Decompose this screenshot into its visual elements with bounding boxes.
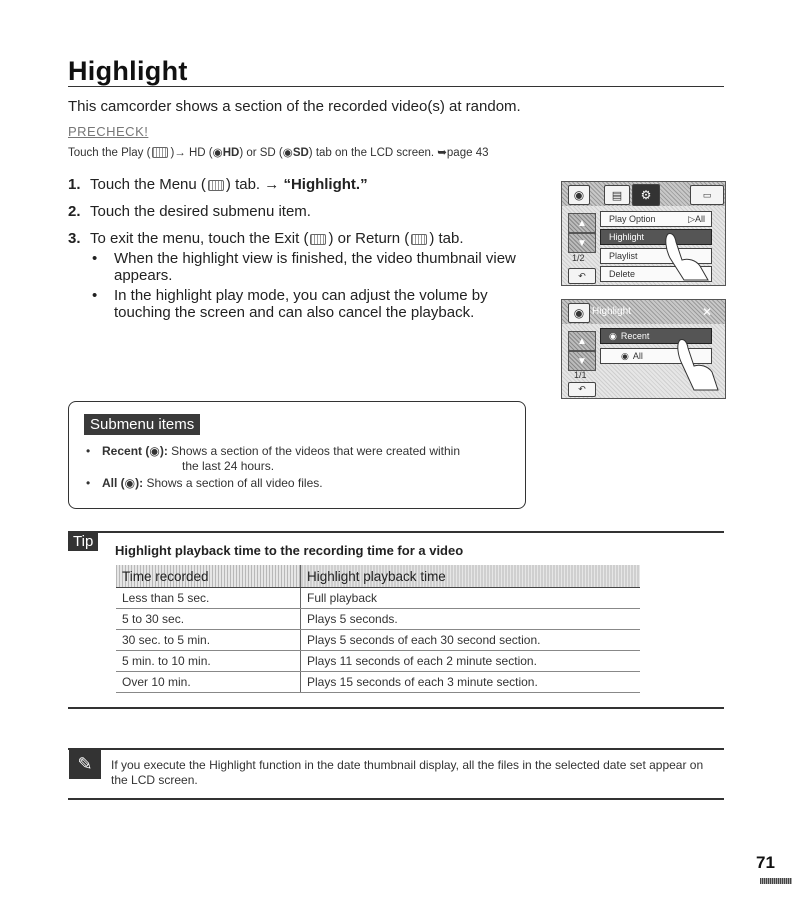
submenu-item-desc: Shows a section of all video files.	[146, 476, 323, 490]
note-pencil-icon: ✎	[69, 749, 101, 779]
note-divider-top	[68, 748, 724, 750]
precheck-heading: PRECHECK!	[68, 124, 149, 139]
scroll-down-icon[interactable]: ▼	[568, 233, 596, 253]
screen-title: Highlight	[592, 306, 631, 317]
submenu-item-label: All	[632, 351, 643, 361]
precheck-text-b: )→ HD (	[170, 147, 213, 159]
bullet-text: When the highlight view is finished, the video thumbnail view appears.	[114, 250, 516, 284]
precheck-text-d: ) tab on the LCD screen. ➥page 43	[308, 147, 489, 159]
finger-pointer-icon	[674, 336, 720, 392]
page-title: Highlight	[68, 56, 188, 86]
table-cell: Full playback	[301, 588, 641, 609]
step-1	[68, 176, 538, 194]
step-3-text-mid: ) or Return (	[328, 230, 410, 247]
return-tab-icon	[411, 234, 427, 245]
all-icon: ◉	[124, 476, 136, 490]
menu-item-label: Delete	[609, 269, 636, 279]
step-number: 2.	[68, 203, 81, 220]
menu-item-label: Playlist	[609, 251, 638, 261]
page-number-bar	[760, 878, 792, 884]
scroll-up-icon[interactable]: ▲	[568, 331, 596, 351]
submenu-title: Submenu items	[84, 414, 200, 435]
tip-end-divider	[68, 707, 724, 709]
finger-pointer-icon	[662, 230, 712, 282]
scroll-up-icon[interactable]: ▲	[568, 213, 596, 233]
note-text: If you execute the Highlight function in the date thumbnail display, all the files in the selected date set appear on the LCD screen.	[111, 758, 704, 787]
precheck-text-a: Touch the Play (	[68, 147, 151, 159]
step-1-text: Touch the Menu (	[90, 176, 206, 193]
playback-time-table	[116, 565, 640, 693]
page-indicator: 1/2	[572, 253, 585, 263]
table-cell: Plays 5 seconds of each 30 second section.	[301, 630, 641, 651]
column-header: Highlight playback time	[301, 565, 641, 588]
menu-item-play-option[interactable]	[600, 211, 712, 227]
step-3-text: To exit the menu, touch the Exit (	[90, 230, 309, 247]
table-cell: Plays 15 seconds of each 3 minute section.	[301, 672, 641, 693]
tip-badge: Tip	[68, 532, 98, 551]
table-cell: Over 10 min.	[116, 672, 301, 693]
submenu-item-desc: the last 24 hours.	[182, 459, 275, 473]
play-tab-icon	[152, 147, 168, 158]
step-1-target: “Highlight.”	[283, 176, 368, 193]
settings-tab-icon[interactable]: ⚙	[632, 184, 660, 206]
step-2-text: Touch the desired submenu item.	[90, 203, 311, 220]
title-divider	[68, 86, 724, 87]
step-1-text-post: ) tab. →	[225, 176, 284, 193]
step-number: 1.	[68, 176, 81, 193]
table-header-row	[116, 565, 640, 588]
page-indicator: 1/1	[574, 370, 587, 380]
table-cell: Less than 5 sec.	[116, 588, 301, 609]
exit-tab-icon	[310, 234, 326, 245]
recent-icon: ◉	[149, 444, 160, 458]
close-icon[interactable]: ✕	[702, 305, 713, 319]
tip-heading: Highlight playback time to the recording time for a video	[115, 543, 464, 558]
table-cell: 5 to 30 sec.	[116, 609, 301, 630]
note-divider-bottom	[68, 798, 724, 800]
menu-tab-icon[interactable]: ▤	[604, 185, 630, 205]
lcd-screen-highlight	[561, 299, 726, 399]
table-cell: Plays 11 seconds of each 2 minute section.	[301, 651, 641, 672]
submenu-item-label: Recent	[620, 331, 650, 341]
step-3	[68, 230, 538, 248]
page-number: 71	[756, 853, 775, 872]
column-header: Time recorded	[116, 565, 301, 588]
step-3-text-end: ) tab.	[429, 230, 464, 247]
table-cell: 30 sec. to 5 min.	[116, 630, 301, 651]
table-cell: 5 min. to 10 min.	[116, 651, 301, 672]
submenu-item-cont	[86, 459, 516, 474]
video-mode-icon: ◉	[568, 303, 590, 323]
submenu-item-all[interactable]: ◉ All	[600, 348, 712, 364]
lcd-screen-menu	[561, 181, 726, 286]
submenu-item-desc: Shows a section of the videos that were created within	[171, 444, 460, 458]
precheck-text-c: ) or SD (	[239, 147, 283, 159]
submenu-item-name-end: ):	[135, 476, 144, 490]
table-row	[116, 630, 640, 651]
submenu-item: • All (◉): Shows a section of all video files.	[86, 476, 323, 490]
submenu-item: • Recent (◉): Shows a section of the videos that were created within	[86, 444, 460, 458]
play-option-value: ▷All	[688, 213, 705, 224]
menu-tab-icon	[208, 180, 224, 191]
bullet-text: In the highlight play mode, you can adjust the volume by touching the screen and can also cancel the playback.	[114, 287, 488, 321]
tip-divider	[68, 531, 724, 533]
return-icon[interactable]: ↶	[568, 268, 596, 284]
sd-tag: SD	[292, 147, 309, 159]
table-row	[116, 672, 640, 693]
bullet-item: • When the highlight view is finished, the video thumbnail view appears.	[92, 250, 516, 284]
step-2	[68, 203, 538, 221]
return-icon[interactable]: ↶	[568, 382, 596, 397]
submenu-item-recent[interactable]: ◉ Recent	[600, 328, 712, 344]
submenu-item-name: All (	[102, 476, 125, 490]
hd-tag: HD	[222, 147, 240, 159]
table-cell: Plays 5 seconds.	[301, 609, 641, 630]
table-row	[116, 588, 640, 609]
menu-item-label: Play Option	[609, 214, 656, 224]
submenu-item-name: Recent (	[102, 444, 150, 458]
intro-text: This camcorder shows a section of the recorded video(s) at random.	[68, 98, 521, 115]
exit-tab-icon[interactable]: ▭	[690, 185, 724, 205]
submenu-list	[86, 444, 516, 491]
menu-item-label: Highlight	[609, 232, 645, 242]
steps-list	[68, 176, 538, 324]
table-row	[116, 651, 640, 672]
step-number: 3.	[68, 230, 81, 247]
table-row	[116, 609, 640, 630]
scroll-down-icon[interactable]: ▼	[568, 351, 596, 371]
bullet-item: • In the highlight play mode, you can adjust the volume by touching the screen and can also cancel the playback.	[92, 287, 488, 321]
video-mode-icon: ◉	[568, 185, 590, 205]
submenu-item-name-end: ):	[159, 444, 168, 458]
precheck-text: Touch the Play ( )→ HD (◉HD) or SD (◉SD) tab on the LCD screen. ➥page 43	[68, 147, 489, 159]
